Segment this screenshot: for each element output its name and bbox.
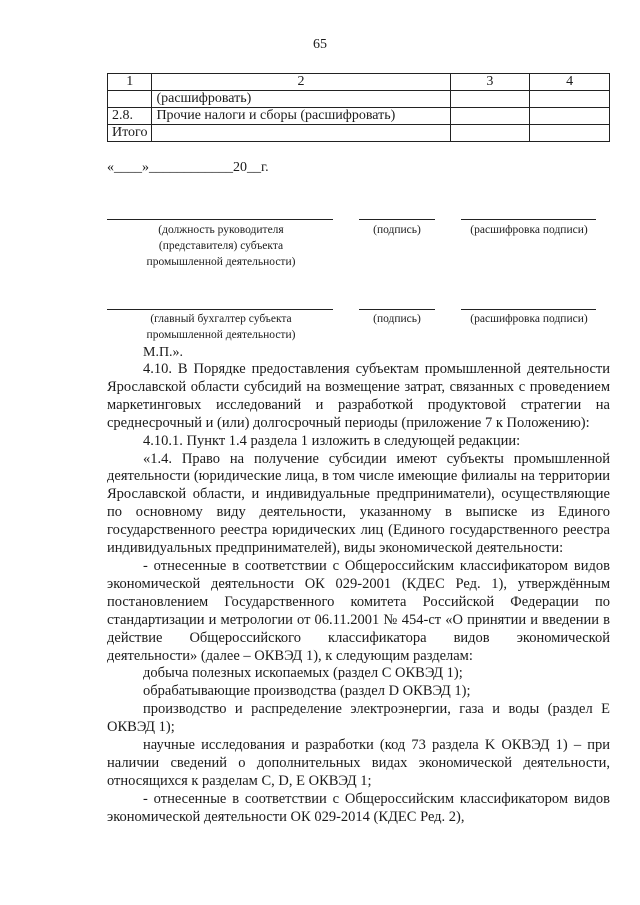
table-header-cell: 1 <box>108 74 152 91</box>
transcript-line <box>461 309 596 310</box>
paragraph: добыча полезных ископаемых (раздел C ОКВЭД 1); <box>143 665 463 682</box>
paragraph: обрабатывающие производства (раздел D ОКВЭД 1); <box>143 683 471 700</box>
date-line: «____»____________20__г. <box>107 160 269 175</box>
stamp-place: М.П.». <box>143 345 184 360</box>
finance-table <box>107 73 610 142</box>
table-header-cell: 3 <box>450 74 530 91</box>
paragraph: - отнесенные в соответствии с Общероссийским классификатором видов экономической деятельности ОК 029-2001 (КДЕС Ред. 1), утверждённым постановлением Государственного комитета Российской Федерации по стандартизации и метрологии от 06.11.2001 № 454-ст «О принятии и введении в действие Общероссийского классификатора видов экономической деятельности» (далее – ОКВЭД 1), к следующим разделам: <box>107 557 610 664</box>
paragraph: 4.10. В Порядке предоставления субъектам промышленной деятельности Ярославской области субсидий на возмещение затрат, связанных с проведением маркетинговых исследований и разработкой продуктовой стратегии на среднесрочный и (или) долгосрочный периоды (приложение 7 к Положению): <box>107 361 610 431</box>
row-value-3 <box>450 108 530 125</box>
page-number: 65 <box>313 37 327 52</box>
signature-line <box>359 219 435 220</box>
position-caption: (главный бухгалтер субъекта промышленной деятельности) <box>146 313 296 341</box>
row-value-4 <box>530 108 610 125</box>
table-header-cell: 2 <box>152 74 450 91</box>
document-body <box>107 361 610 827</box>
row-value-4 <box>530 91 610 108</box>
signature-caption: (подпись) <box>373 313 421 325</box>
transcript-line <box>461 219 596 220</box>
row-value-3 <box>450 125 530 142</box>
row-name <box>152 125 450 142</box>
signature-caption: (подпись) <box>373 224 421 236</box>
paragraph: «1.4. Право на получение субсидии имеют субъекты промышленной деятельности (юридические лица, в том числе имеющие филиалы на территории Ярославской области, и индивидуальные предприниматели), осуществляющие по основному виду деятельности, указанному в выписке из Единого государственного реестра юридических лиц (Единого государственного реестра индивидуальных предпринимателей), виды экономической деятельности: <box>107 450 610 557</box>
row-total-label: Итого <box>108 125 152 142</box>
row-value-3 <box>450 91 530 108</box>
transcript-caption: (расшифровка подписи) <box>470 224 588 236</box>
position-line <box>107 219 333 220</box>
paragraph: научные исследования и разработки (код 73 раздела K ОКВЭД 1) – при наличии сведений о дополнительных видах экономической деятельности, относящихся к разделам C, D, E ОКВЭД 1; <box>107 737 610 789</box>
paragraph: - отнесенные в соответствии с Общероссийским классификатором видов экономической деятельности ОК 029-2014 (КДЕС Ред. 2), <box>107 790 610 825</box>
position-line <box>107 309 333 310</box>
transcript-caption: (расшифровка подписи) <box>470 313 588 325</box>
table-row <box>108 108 610 125</box>
row-value-4 <box>530 125 610 142</box>
paragraph: 4.10.1. Пункт 1.4 раздела 1 изложить в следующей редакции: <box>143 432 521 449</box>
row-number: 2.8. <box>108 108 152 125</box>
position-caption: (должность руководителя (представителя) субъекта промышленной деятельности) <box>146 224 296 268</box>
table-header-cell: 4 <box>530 74 610 91</box>
row-name: Прочие налоги и сборы (расшифровать) <box>152 108 450 125</box>
paragraph: производство и распределение электроэнергии, газа и воды (раздел E ОКВЭД 1); <box>107 701 610 736</box>
signature-line <box>359 309 435 310</box>
table-header-row <box>108 74 610 91</box>
table-row <box>108 91 610 108</box>
table-row-total <box>108 125 610 142</box>
row-name: (расшифровать) <box>152 91 450 108</box>
row-number <box>108 91 152 108</box>
